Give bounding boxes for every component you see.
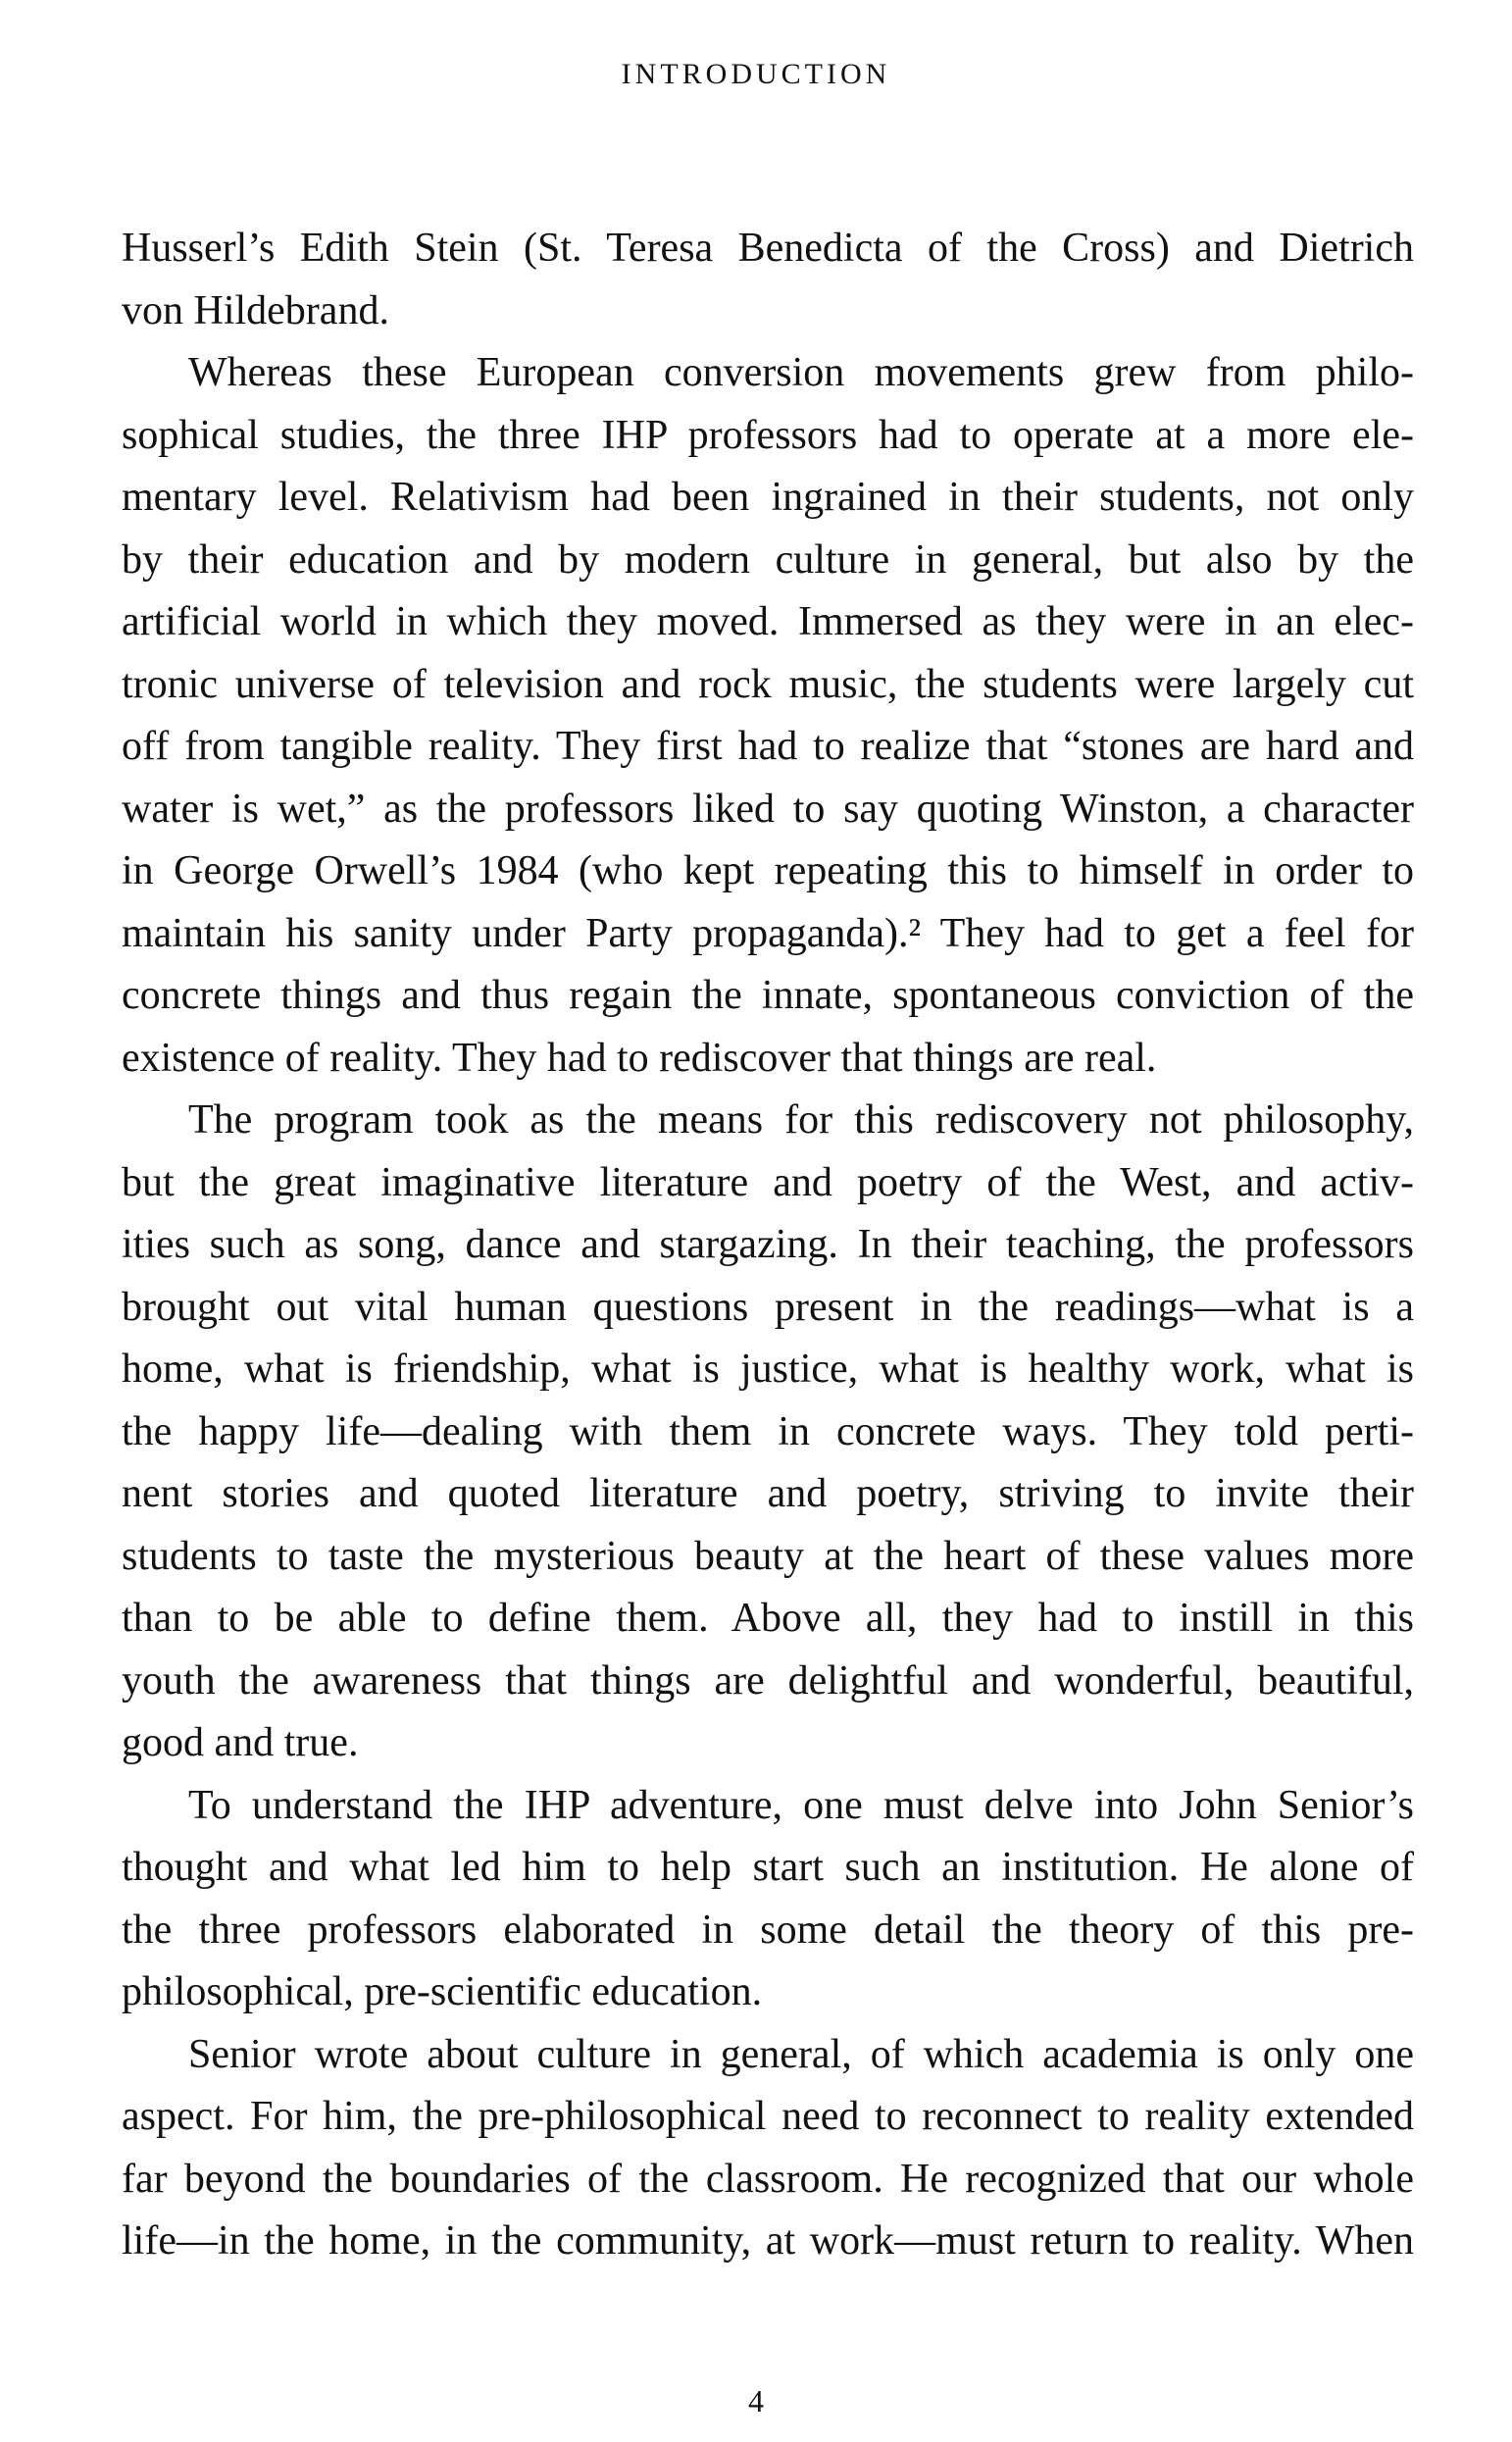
text-line: maintain his sanity under Party propaganda).² They had to get a feel for (122, 910, 1414, 956)
text-line: sophical studies, the three IHP professors had to operate at a more ele- (122, 412, 1414, 458)
text-line: brought out vital human questions present in the readings—what is a (122, 1284, 1414, 1330)
text-line: water is wet,” as the professors liked to say quoting Winston, a character (122, 786, 1414, 832)
text-line: concrete things and thus regain the innate, spontaneous conviction of the (122, 973, 1414, 1018)
text-line: than to be able to define them. Above all, they had to instill in this (122, 1596, 1414, 1641)
text-line: philosophical, pre-scientific education. (122, 1969, 763, 2014)
text-line: good and true. (122, 1720, 359, 1765)
running-head: INTRODUCTION (621, 58, 891, 90)
text-line: youth the awareness that things are delightful and wonderful, beautiful, (122, 1657, 1414, 1704)
text-line: The program took as the means for this rediscovery not philosophy, (188, 1097, 1414, 1143)
text-line: To understand the IHP adventure, one must delve into John Senior’s (188, 1782, 1414, 1828)
text-line: aspect. For him, the pre-philosophical need to reconnect to reality extended (122, 2094, 1414, 2139)
text-line: von Hildebrand. (122, 287, 389, 333)
page-number: 4 (748, 2383, 764, 2418)
body-text (122, 218, 1414, 2273)
text-line: tronic universe of television and rock music, the students were largely cut (122, 661, 1414, 707)
text-line: nent stories and quoted literature and poetry, striving to invite their (122, 1471, 1414, 1516)
text-line: artificial world in which they moved. Immersed as they were in an elec- (122, 599, 1414, 644)
text-line: life—in the home, in the community, at work—must return to reality. When (122, 2218, 1414, 2264)
text-line: thought and what led him to help start such an institution. He alone of (122, 1845, 1414, 1890)
text-line: the happy life—dealing with them in concrete ways. They told perti- (122, 1408, 1414, 1454)
text-line: ities such as song, dance and stargazing. In their teaching, the professors (122, 1222, 1414, 1267)
text-line: existence of reality. They had to rediscover that things are real. (122, 1035, 1157, 1081)
text-line: but the great imaginative literature and poetry of the West, and activ- (122, 1159, 1414, 1205)
text-line: students to taste the mysterious beauty at the heart of these values more (122, 1533, 1414, 1579)
text-line: Whereas these European conversion movements grew from philo- (188, 350, 1414, 395)
text-line: home, what is friendship, what is justice, what is healthy work, what is (122, 1347, 1414, 1392)
text-line: Husserl’s Edith Stein (St. Teresa Benedicta of the Cross) and Dietrich (122, 226, 1414, 271)
text-line: far beyond the boundaries of the classroom. He recognized that our whole (122, 2156, 1414, 2202)
text-line: by their education and by modern culture in general, but also by the (122, 536, 1414, 583)
text-line: mentary level. Relativism had been ingrained in their students, not only (122, 475, 1414, 520)
text-line: in George Orwell’s 1984 (who kept repeating this to himself in order to (122, 848, 1414, 893)
text-line: off from tangible reality. They first had to realize that “stones are hard and (122, 724, 1414, 769)
text-line: the three professors elaborated in some detail the theory of this pre- (122, 1907, 1414, 1953)
text-line: Senior wrote about culture in general, of which academia is only one (188, 2031, 1414, 2077)
